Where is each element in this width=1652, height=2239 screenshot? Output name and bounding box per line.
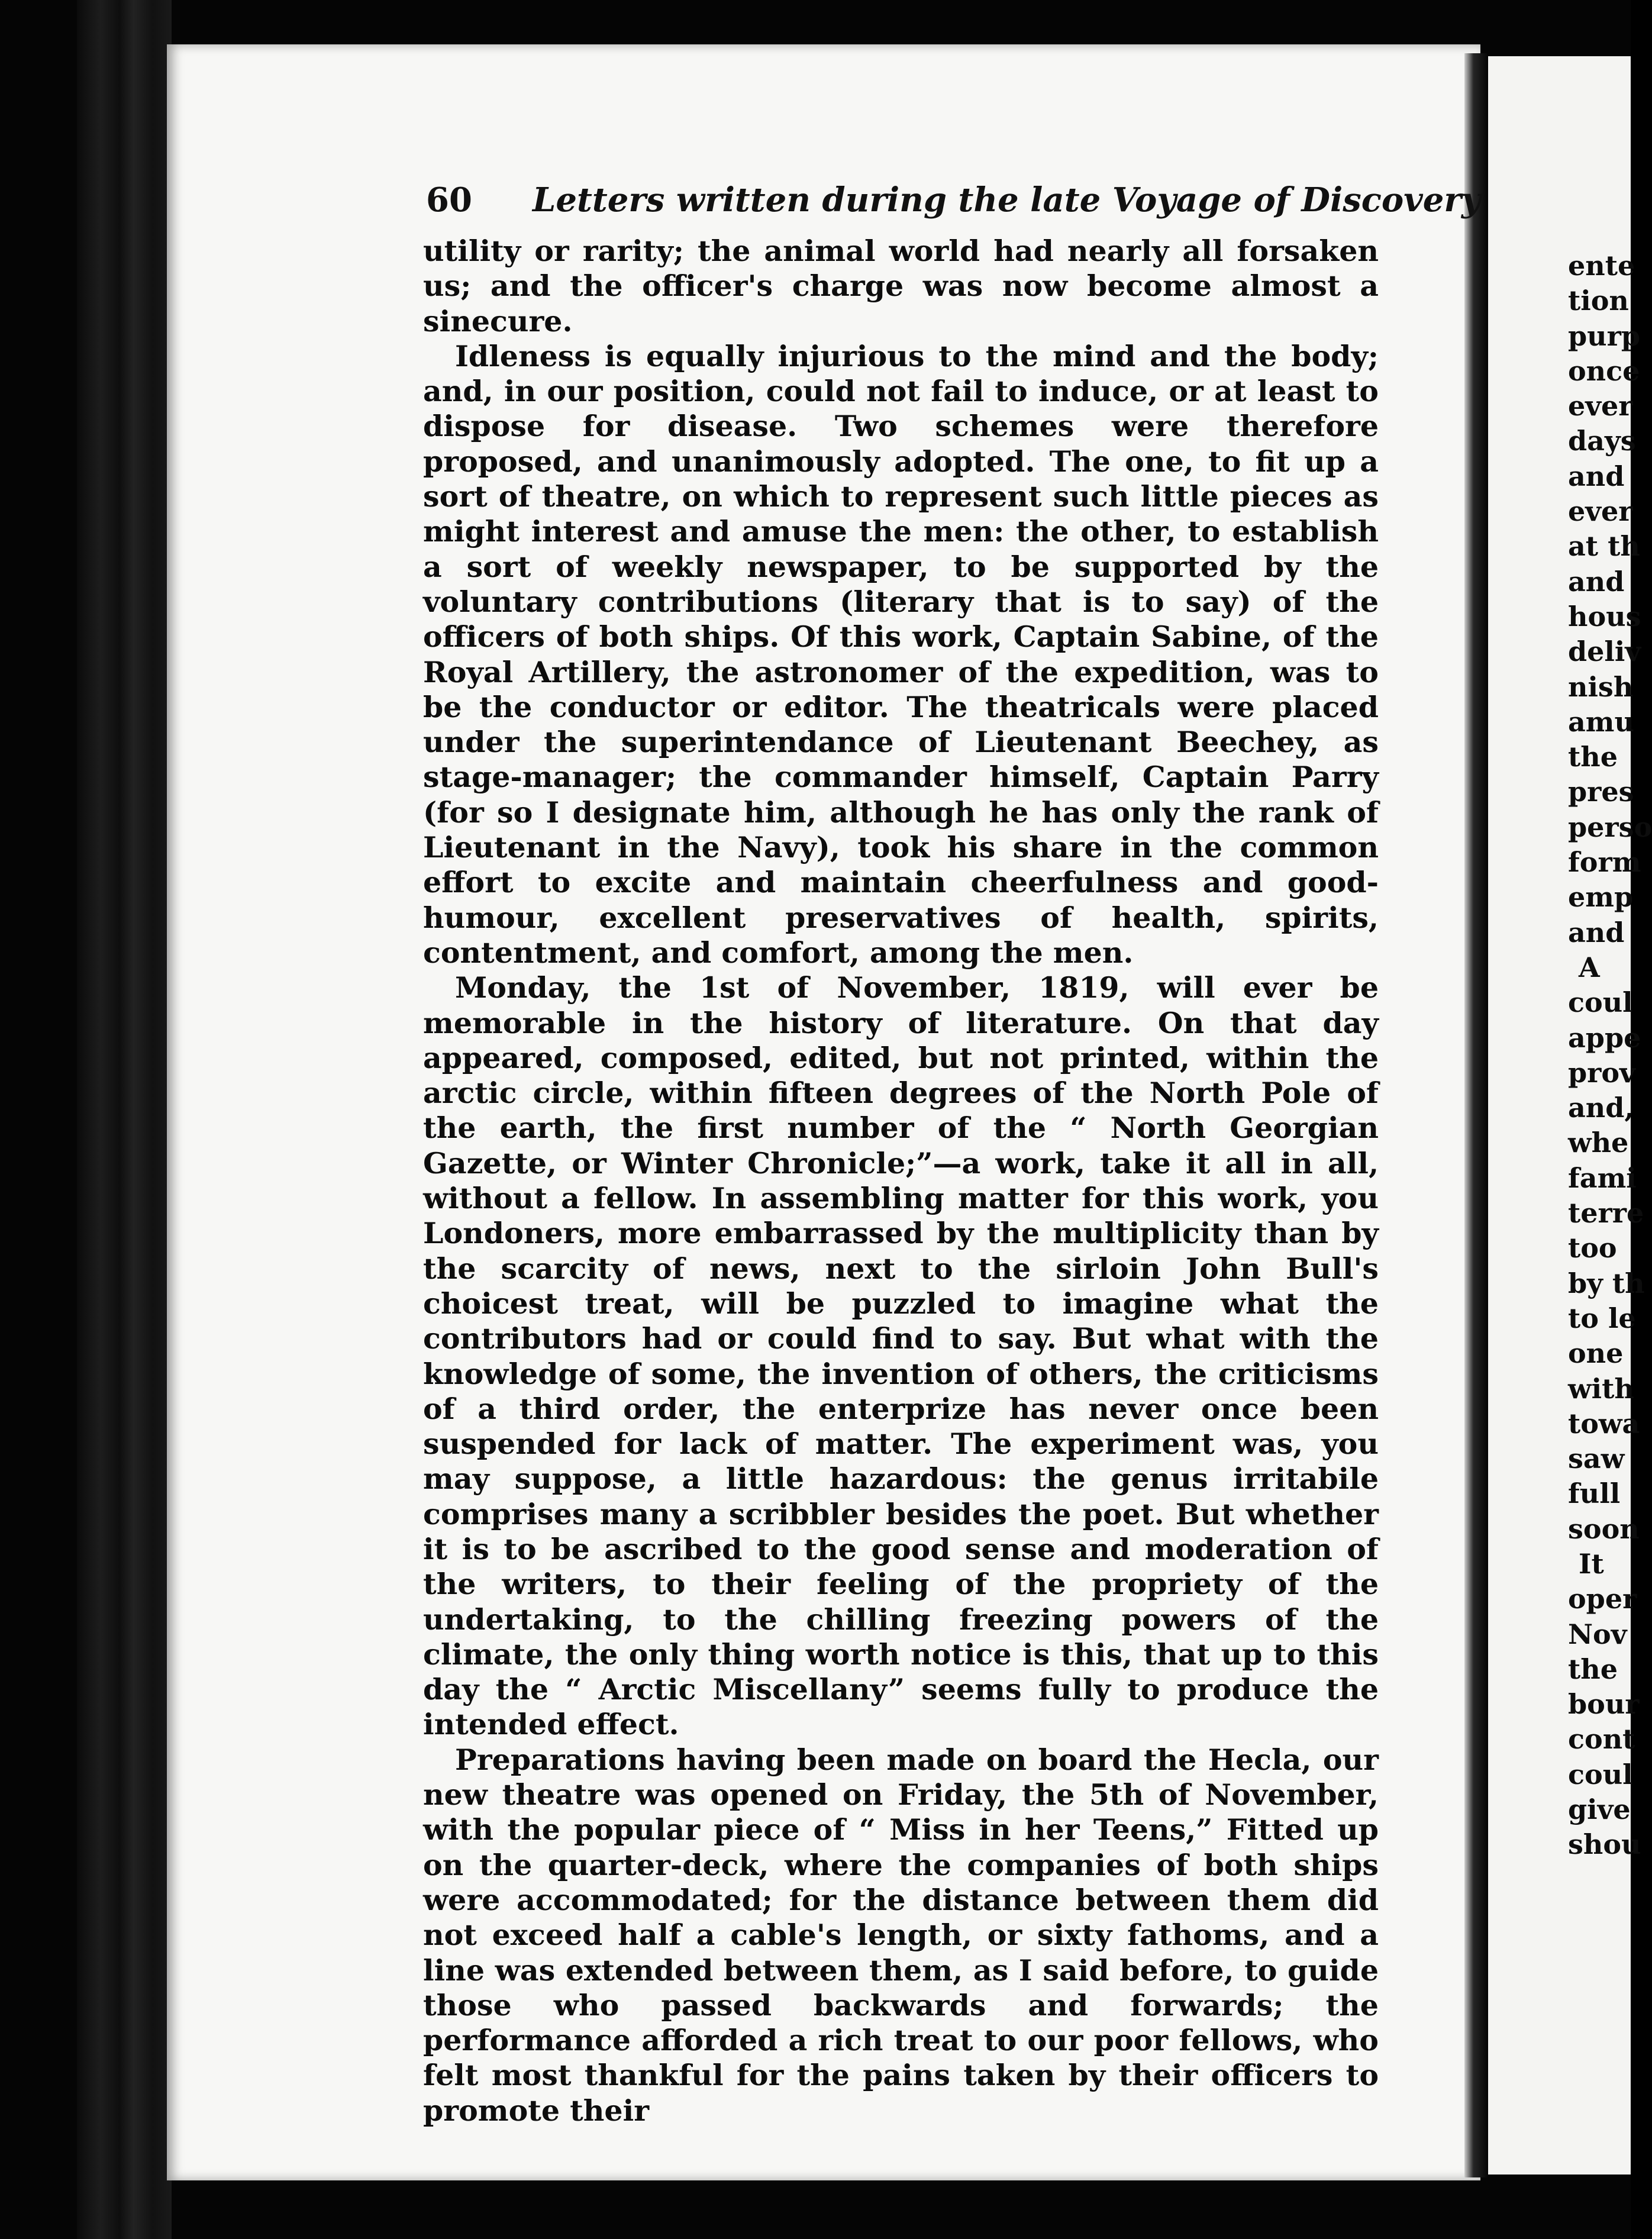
facing-page-line: fami xyxy=(1568,1162,1637,1194)
facing-page-line: A xyxy=(1579,951,1600,983)
facing-page-line: hous xyxy=(1568,600,1641,633)
facing-page-line: ever xyxy=(1568,495,1633,528)
paragraph-continuation: utility or rarity; the animal world had nearly all forsaken us; and the officer's charge was now become almost a sinecure. xyxy=(423,234,1379,338)
facing-page-line: coul xyxy=(1568,1758,1633,1790)
facing-page-line: one xyxy=(1568,1337,1624,1370)
page-number: 60 xyxy=(426,180,472,220)
facing-page-line: terre xyxy=(1568,1197,1644,1230)
facing-page-line: nish xyxy=(1568,670,1634,703)
facing-page-line: and, xyxy=(1568,1092,1634,1124)
facing-page-line: and xyxy=(1568,565,1625,598)
facing-page-text xyxy=(1568,249,1652,1863)
paragraph-preparations: Preparations having been made on board the Hecla, our new theatre was opened on Friday, the 5th of November, with the popular piece of “ Miss in her Teens,” Fitted up on the quarter-deck, where the companies of both ships were accommodated; for the distance between them did not exceed half a cable's length, or sixty fathoms, and a line was extended between them, as I said before, to guide those who passed backwards and forwards; the performance afforded a rich treat to our poor fellows, who felt most thankful for the pains taken by their officers to promote their xyxy=(423,1742,1379,2128)
facing-page-line: form xyxy=(1568,846,1641,879)
facing-page-line: the xyxy=(1568,741,1618,773)
facing-page-line: once xyxy=(1568,354,1640,387)
facing-page-line: to le xyxy=(1568,1302,1636,1334)
facing-page-line: prov xyxy=(1568,1056,1635,1089)
facing-page-line: give xyxy=(1568,1793,1631,1826)
paragraph-idleness: Idleness is equally injurious to the mind and the body; and, in our position, could not fail to induce, or at least to dispose for disease. Two schemes were therefore proposed, and unanimously adopted. The one, to fit up a sort of theatre, on which to represent such little pieces as might interest and amuse the men: the other, to establish a sort of weekly newspaper, to be supported by the voluntary contributions (literary that is to say) of the officers of both ships. Of this work, Captain Sabine, of the Royal Artillery, the astronomer of the expedition, was to be the conductor or editor. The theatricals were placed under the superintendance of Lieutenant Beechey, as stage-manager; the commander himself, Captain Parry (for so I designate him, although he has only the rank of Lieutenant in the Navy), took his share in the common effort to excite and maintain cheerfulness and good-humour, excellent preservatives of health, spirits, contentment, and comfort, among the men. xyxy=(423,338,1379,970)
running-title: Letters written during the late Voyage of Discovery xyxy=(533,180,1481,220)
facing-page-line: appe xyxy=(1568,1021,1641,1054)
facing-page-line: ever xyxy=(1568,390,1633,422)
facing-page-line: whe xyxy=(1568,1127,1629,1159)
facing-page-line: days xyxy=(1568,425,1636,457)
facing-page-line: full xyxy=(1568,1477,1621,1510)
facing-page-line: perso xyxy=(1568,811,1652,843)
facing-page-line: ente xyxy=(1568,250,1635,282)
paragraph-monday: Monday, the 1st of November, 1819, will ever be memorable in the history of literature. On that day appeared, composed, edited, but not printed, within the arctic circle, within fifteen degrees of the North Pole of the earth, the first number of the “ North Georgian Gazette, or Winter Chronicle;”—a work, take it all in all, without a fellow. In assembling matter for this work, you Londoners, more embarrassed by the multiplicity than by the scarcity of news, next to the sirloin John Bull's choicest treat, will be puzzled to imagine what the contributors had or could find to say. But what with the knowledge of some, the invention of others, the criticisms of a third order, the enterprize has never once been suspended for lack of matter. The experiment was, you may suppose, a little hazardous: the genus irritabile comprises many a scribbler besides the poet. But whether it is to be ascribed to the good sense and moderation of the writers, to their feeling of the propriety of the undertaking, to the chilling freezing powers of the climate, the only thing worth notice is this, that up to this day the “ Arctic Miscellany” seems fully to produce the intended effect. xyxy=(423,970,1379,1742)
facing-page-line: amu xyxy=(1568,705,1634,738)
facing-page-line: with xyxy=(1568,1372,1634,1405)
facing-page-line: bour xyxy=(1568,1688,1640,1721)
facing-page-line: by th xyxy=(1568,1267,1645,1299)
facing-page-line: at th xyxy=(1568,530,1640,563)
facing-page-line: deliv xyxy=(1568,635,1641,668)
facing-page-line: and xyxy=(1568,460,1625,492)
facing-page-line: tion xyxy=(1568,285,1629,317)
facing-page-line: too xyxy=(1568,1232,1617,1264)
page-gutter xyxy=(1464,53,1487,2177)
facing-page-line: shou xyxy=(1568,1828,1641,1861)
facing-page-line: and xyxy=(1568,916,1625,948)
facing-page-line: towa xyxy=(1568,1407,1640,1440)
facing-page-line: Nov xyxy=(1568,1618,1627,1650)
book-binding xyxy=(77,0,172,2239)
facing-page-line: coul xyxy=(1568,986,1633,1019)
page-body xyxy=(423,234,1379,2128)
facing-page-line: the xyxy=(1568,1653,1618,1685)
facing-page-line: pres xyxy=(1568,776,1634,808)
facing-page-line: cont xyxy=(1568,1723,1635,1756)
facing-page-line: It xyxy=(1579,1547,1604,1580)
facing-page-line: oper xyxy=(1568,1583,1637,1615)
facing-page-line: soon xyxy=(1568,1512,1640,1545)
facing-page-line: purp xyxy=(1568,320,1641,352)
facing-page-line: saw xyxy=(1568,1443,1625,1475)
facing-page-line: emp xyxy=(1568,881,1634,914)
